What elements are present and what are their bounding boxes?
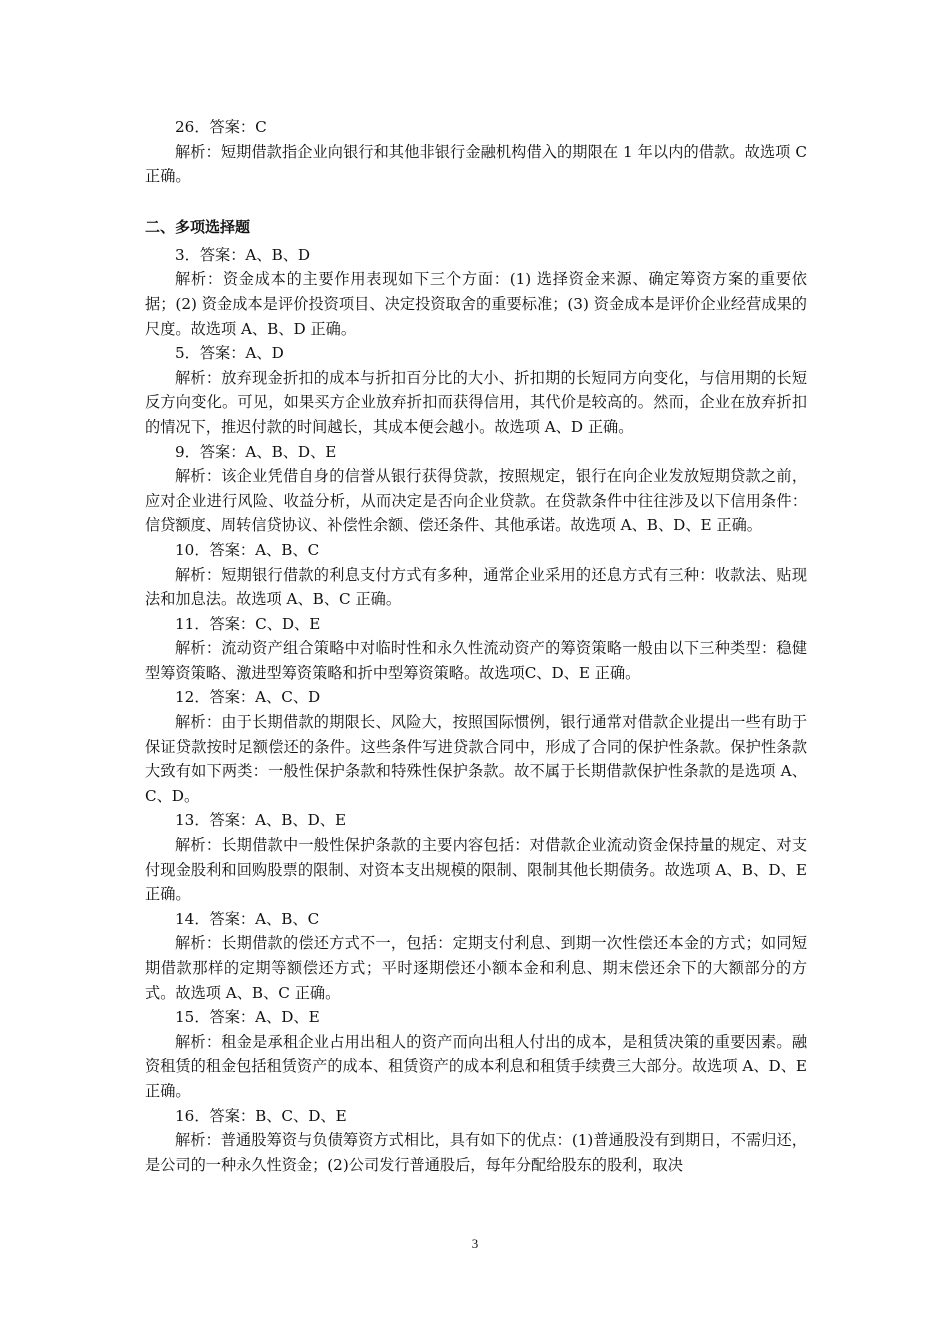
question-item (145, 1005, 807, 1103)
answer-line: 9．答案：A、B、D、E (175, 442, 337, 461)
analysis-paragraph: 解析：长期借款中一般性保护条款的主要内容包括：对借款企业流动资金保持量的规定、对支付现金股利和回购股票的限制、对资本支出规模的限制、限制其他长期债务。故选项 A、B、D、E 正确。 (145, 836, 807, 904)
section-title: 二、多项选择题 (145, 217, 251, 236)
question-item (145, 341, 807, 439)
answer-line: 16．答案：B、C、D、E (175, 1106, 347, 1125)
analysis-paragraph: 解析：普通股筹资与负债筹资方式相比，具有如下的优点：(1)普通股没有到期日，不需归还，是公司的一种永久性资金；(2)公司发行普通股后，每年分配给股东的股利，取决 (145, 1131, 807, 1174)
analysis-paragraph: 解析：短期银行借款的利息支付方式有多种，通常企业采用的还息方式有三种：收款法、贴现法和加息法。故选项 A、B、C 正确。 (145, 565, 807, 609)
answer-line: 11．答案：C、D、E (175, 614, 321, 633)
intro-item (145, 115, 807, 189)
question-item (145, 685, 807, 808)
answer-line: 26．答案：C (175, 118, 267, 136)
answer-line: 10．答案：A、B、C (175, 540, 320, 559)
analysis-paragraph: 解析：流动资产组合策略中对临时性和永久性流动资产的筹资策略一般由以下三种类型：稳健型筹资策略、激进型筹资策略和折中型筹资策略。故选项C、D、E 正确。 (145, 639, 807, 682)
question-item (145, 243, 807, 341)
question-item (145, 440, 807, 538)
page-number: 3 (471, 1236, 479, 1251)
analysis-paragraph: 解析：资金成本的主要作用表现如下三个方面：(1) 选择资金来源、确定筹资方案的重要依据；(2) 资金成本是评价投资项目、决定投资取舍的重要标准；(3) 资金成本是评价企业经营成果的尺度。故选项 A、B、D 正确。 (145, 270, 807, 338)
document-body (145, 115, 807, 1177)
answer-line: 12．答案：A、C、D (175, 688, 321, 707)
answer-line: 13．答案：A、B、D、E (175, 811, 347, 830)
analysis-paragraph: 解析：该企业凭借自身的信誉从银行获得贷款，按照规定，银行在向企业发放短期贷款之前，应对企业进行风险、收益分析，从而决定是否向企业贷款。在贷款条件中往往涉及以下信用条件：信贷额度、周转信贷协议、补偿性余额、偿还条件、其他承诺。故选项 A、B、D、E 正确。 (145, 467, 807, 535)
question-item (145, 612, 807, 686)
analysis-paragraph: 解析：放弃现金折扣的成本与折扣百分比的大小、折扣期的长短同方向变化，与信用期的长短反方向变化。可见，如果买方企业放弃折扣而获得信用，其代价是较高的。然而，企业在放弃折扣的情况下，推迟付款的时间越长，其成本便会越小。故选项 A、D 正确。 (145, 368, 807, 436)
answer-line: 5．答案：A、D (175, 344, 284, 363)
question-item (145, 1104, 807, 1178)
question-item (145, 538, 807, 612)
analysis-paragraph: 解析：租金是承租企业占用出租人的资产而向出租人付出的成本，是租赁决策的重要因素。融资租赁的租金包括租赁资产的成本、租赁资产的成本利息和租赁手续费三大部分。故选项 A、D、E 正确。 (145, 1032, 807, 1100)
question-item (145, 907, 807, 1005)
answer-line: 15．答案：A、D、E (175, 1008, 320, 1027)
analysis-paragraph: 解析：长期借款的偿还方式不一，包括：定期支付利息、到期一次性偿还本金的方式；如同短期借款那样的定期等额偿还方式；平时逐期偿还小额本金和利息、期末偿还余下的大额部分的方式。故选项 A、B、C 正确。 (145, 934, 807, 1002)
analysis-paragraph: 解析：由于长期借款的期限长、风险大，按照国际惯例，银行通常对借款企业提出一些有助于保证贷款按时足额偿还的条件。这些条件写进贷款合同中，形成了合同的保护性条款。保护性条款大致有如下两类：一般性保护条款和特殊性保护条款。故不属于长期借款保护性条款的是选项 A、C、D。 (145, 713, 807, 805)
question-item (145, 808, 807, 906)
answer-line: 3．答案：A、B、D (175, 245, 311, 264)
answer-line: 14．答案：A、B、C (175, 909, 320, 928)
analysis-paragraph: 解析：短期借款指企业向银行和其他非银行金融机构借入的期限在 1 年以内的借款。故选项 C 正确。 (145, 142, 807, 186)
